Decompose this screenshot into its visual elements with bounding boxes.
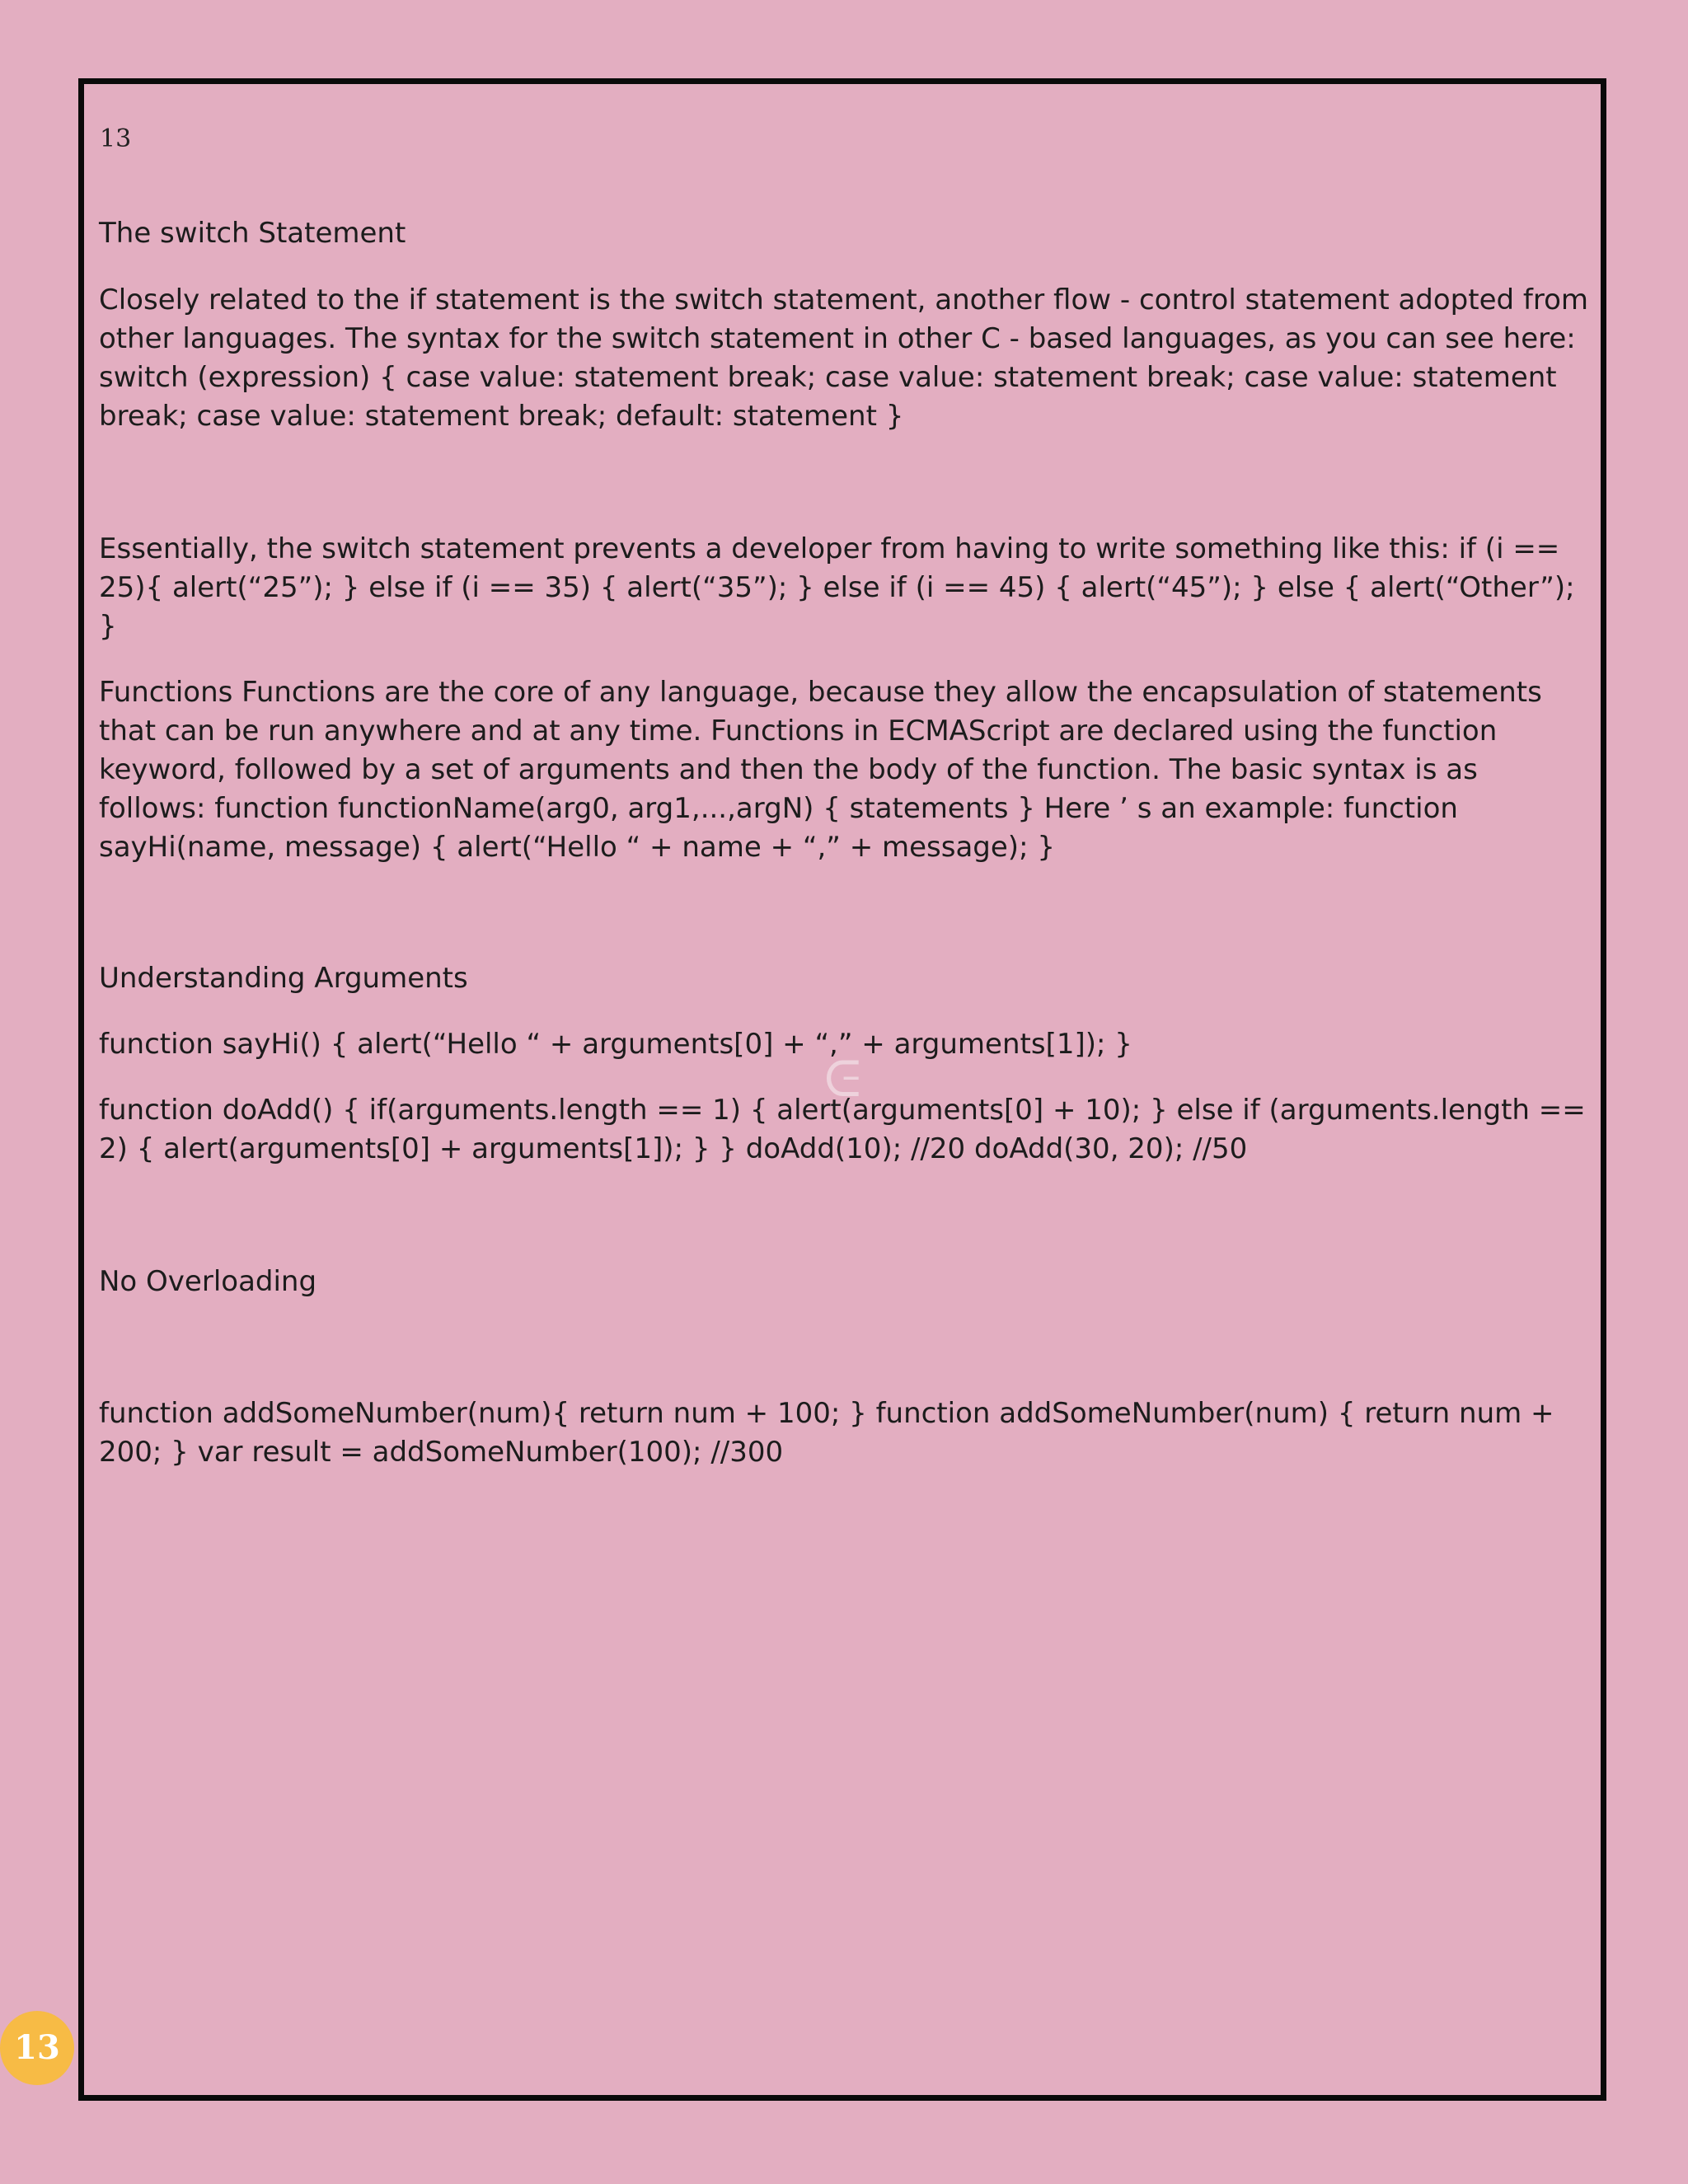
switch-heading: The switch Statement [99,217,406,250]
arguments-heading: Understanding Arguments [99,962,468,995]
functions-paragraph: Functions Functions are the core of any language, because they allow the encapsulation of statements that can be run anywhere and at any time. Functions in ECMAScript are declared using the function keyword, followed by a set of arguments and then the body of the function. The basic syntax is as follows: function functionName(arg0, arg1,...,argN) { statements } Here ’ s an example: function sayHi(name, message) { alert(“Hello “ + name + “,” + message); } [99,676,1542,864]
essentially-paragraph: Essentially, the switch statement prevents a developer from having to write something like this: if (i == 25){ alert(“25”); } else if (i == 35) { alert(“35”); } else if (i == 45) { alert(“45”); } else { alert(“Other”); } [99,532,1575,643]
page-number-badge: 13 [0,2011,74,2085]
sayhi-code-paragraph: function sayHi() { alert(“Hello “ + arguments[0] + “,” + arguments[1]); } [99,1028,1132,1061]
doadd-code-paragraph: function doAdd() { if(arguments.length == 1) { alert(arguments[0] + 10); } else if (arguments.length == 2) { alert(arguments[0] + arguments[1]); } } doAdd(10); //20 doAdd(30, 20); //50 [99,1094,1586,1165]
overloading-code-paragraph: function addSomeNumber(num){ return num + 100; } function addSomeNumber(num) { return num + 200; } var result = addSomeNumber(100); //300 [99,1397,1554,1469]
watermark-glyph: ᕮ [824,1051,861,1108]
overloading-heading: No Overloading [99,1265,317,1298]
switch-paragraph: Closely related to the if statement is the switch statement, another flow - control statement adopted from other languages. The syntax for the switch statement in other C - based languages, as you can see here: switch (expression) { case value: statement break; case value: statement break; case value: statement break; case value: statement break; default: statement } [99,284,1589,433]
page-number-top: 13 [100,124,132,153]
